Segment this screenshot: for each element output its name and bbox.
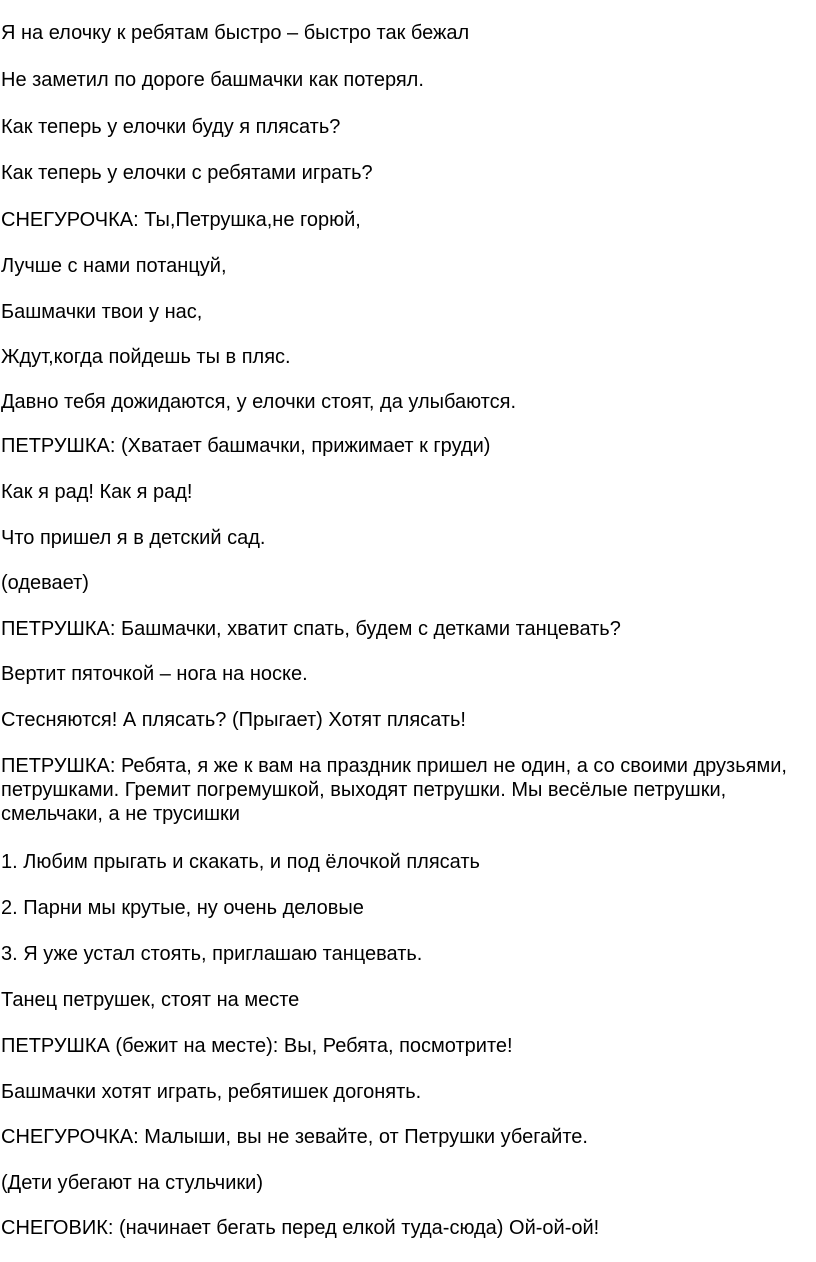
text-line: Башмачки хотят играть, ребятишек догонять. xyxy=(1,1081,422,1103)
text-line: Стесняются! А плясать? (Прыгает) Хотят плясать! xyxy=(1,709,466,731)
text-line: Лучше с нами потанцуй, xyxy=(1,255,227,277)
text-line: СНЕГУРОЧКА: Ты,Петрушка,не горюй, xyxy=(1,209,361,231)
text-line: (одевает) xyxy=(1,572,89,594)
text-line: Я на елочку к ребятам быстро – быстро так бежал xyxy=(1,22,470,44)
text-line: СНЕГОВИК: (начинает бегать перед елкой туда-сюда) Ой-ой-ой! xyxy=(1,1217,600,1239)
text-line: (Дети убегают на стульчики) xyxy=(1,1172,263,1194)
text-line: ПЕТРУШКА: (Хватает башмачки, прижимает к груди) xyxy=(1,435,491,457)
text-line: Вертит пяточкой – нога на носке. xyxy=(1,663,308,685)
text-line: Как теперь у елочки с ребятами играть? xyxy=(1,162,373,184)
text-line: СНЕГУРОЧКА: Малыши, вы не зевайте, от Петрушки убегайте. xyxy=(1,1126,588,1148)
text-paragraph: ПЕТРУШКА: Ребята, я же к вам на праздник пришел не один, а со своими друзьями, петрушками. Гремит погремушкой, выходят петрушки. Мы весёлые петрушки, смельчаки, а не трусишки xyxy=(1,755,787,825)
text-line: ПЕТРУШКА: Башмачки, хватит спать, будем с детками танцевать? xyxy=(1,618,621,640)
text-line: Как я рад! Как я рад! xyxy=(1,481,193,503)
text-line: 1. Любим прыгать и скакать, и под ёлочкой плясать xyxy=(1,851,480,873)
text-line: Что пришел я в детский сад. xyxy=(1,527,266,549)
text-line: Танец петрушек, стоят на месте xyxy=(1,989,300,1011)
text-line: Башмачки твои у нас, xyxy=(1,301,203,323)
text-line: Ждут,когда пойдешь ты в пляс. xyxy=(1,346,291,368)
text-line: Давно тебя дожидаются, у елочки стоят, да улыбаются. xyxy=(1,391,516,413)
text-line: Как теперь у елочки буду я плясать? xyxy=(1,116,341,138)
text-line: 2. Парни мы крутые, ну очень деловые xyxy=(1,897,364,919)
text-line: Не заметил по дороге башмачки как потерял. xyxy=(1,69,424,91)
text-line: 3. Я уже устал стоять, приглашаю танцевать. xyxy=(1,943,423,965)
text-line: ПЕТРУШКА (бежит на месте): Вы, Ребята, посмотрите! xyxy=(1,1035,513,1057)
